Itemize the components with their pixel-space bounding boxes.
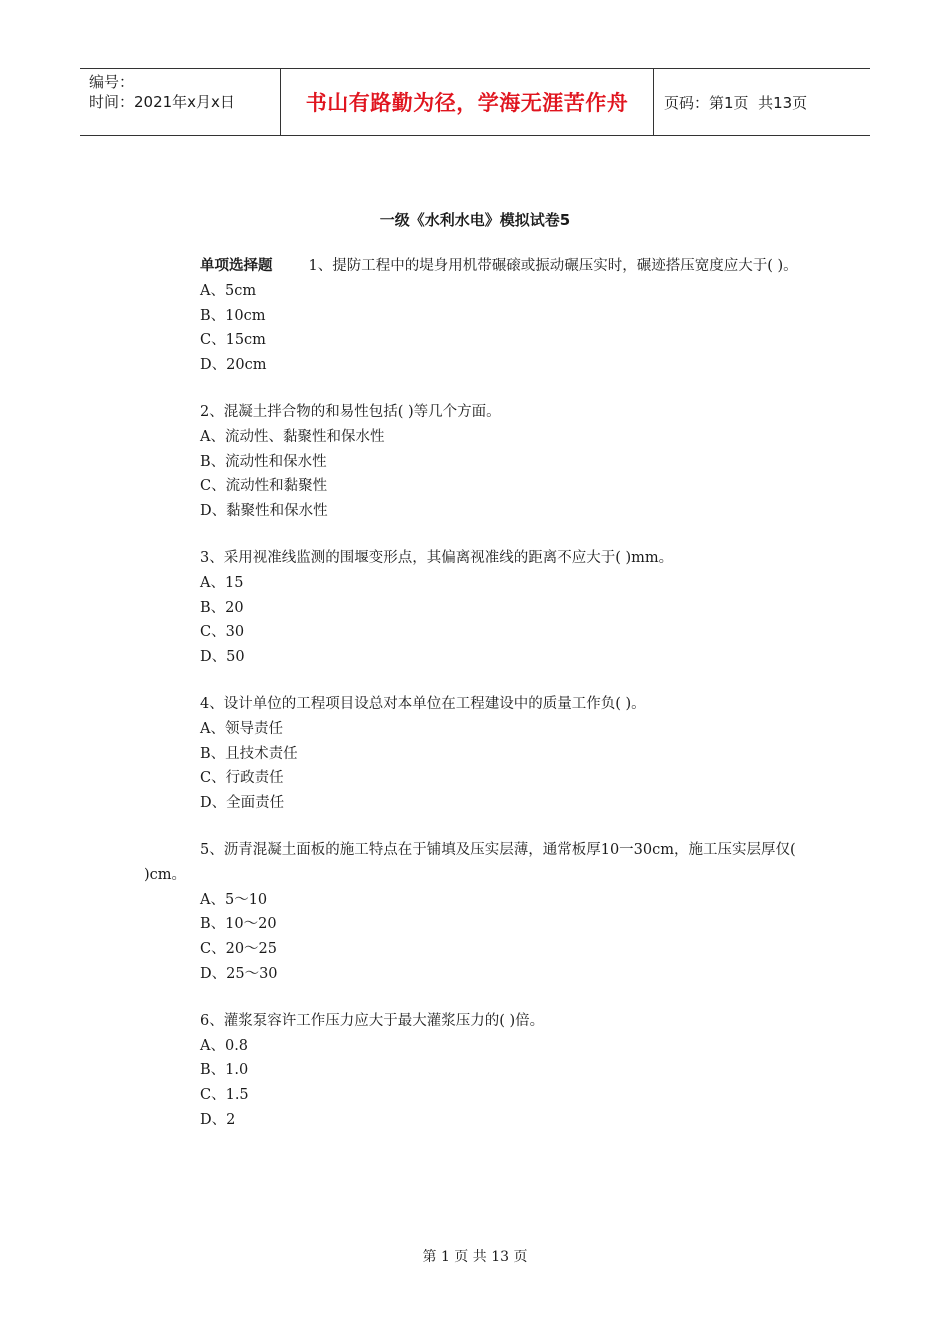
date-label: 时间：2021年x月x日	[89, 93, 235, 111]
option-c: C、1.5	[200, 1087, 249, 1104]
option-b: B、流动性和保水性	[200, 453, 327, 470]
option-a: A、15	[200, 574, 244, 591]
question-6-stem: 6、灌浆泵容许工作压力应大于最大灌浆压力的( )倍。	[200, 1012, 545, 1029]
header-page-count: 页码：第1页 共13页	[664, 93, 808, 112]
option-a: A、领导责任	[200, 720, 283, 737]
option-d: D、50	[200, 649, 245, 666]
option-c: C、30	[200, 624, 245, 641]
question-2-stem: 2、混凝土拌合物的和易性包括( )等几个方面。	[200, 403, 501, 420]
option-c: C、15cm	[200, 332, 266, 349]
option-d: D、20cm	[200, 357, 267, 374]
question-list	[144, 254, 804, 1133]
option-c: C、行政责任	[200, 770, 284, 787]
question-3-stem: 3、采用视准线监测的围堰变形点，其偏离视准线的距离不应大于( )mm。	[200, 549, 674, 566]
option-d: D、2	[200, 1111, 236, 1128]
header-page-info	[654, 69, 870, 135]
option-a: A、0.8	[200, 1037, 249, 1054]
option-a: A、5cm	[200, 282, 257, 299]
option-a: A、5～10	[200, 891, 268, 908]
option-a: A、流动性、黏聚性和保水性	[200, 428, 385, 445]
page-footer: 第 1 页 共 13 页	[422, 1249, 528, 1265]
option-b: B、20	[200, 599, 244, 616]
question-5-stem: 5、沥青混凝土面板的施工特点在于铺填及压实层薄，通常板厚10一30cm，施工压实层厚仅( )cm。	[144, 841, 796, 883]
option-c: C、流动性和黏聚性	[200, 478, 328, 495]
page-header	[80, 68, 870, 136]
section-label: 单项选择题	[200, 258, 273, 274]
header-motto: 书山有路勤为径，学海无涯苦作舟	[281, 69, 654, 135]
serial-number-label: 编号：	[89, 73, 135, 91]
option-d: D、25～30	[200, 965, 278, 982]
option-d: D、全面责任	[200, 795, 285, 812]
option-d: D、黏聚性和保水性	[200, 503, 328, 520]
question-1	[144, 254, 804, 279]
exam-title: 一级《水利水电》模拟试卷5	[379, 211, 571, 229]
option-c: C、20～25	[200, 941, 277, 958]
option-b: B、1.0	[200, 1062, 249, 1079]
option-b: B、10～20	[200, 916, 277, 933]
question-4-stem: 4、设计单位的工程项目设总对本单位在工程建设中的质量工作负( )。	[200, 695, 646, 712]
option-b: B、10cm	[200, 307, 266, 324]
header-meta	[80, 69, 281, 135]
option-b: B、且技术责任	[200, 745, 298, 762]
question-stem: 1、提防工程中的堤身用机带碾磙或振动碾压实时，碾迹搭压宽度应大于( )。	[308, 258, 798, 274]
